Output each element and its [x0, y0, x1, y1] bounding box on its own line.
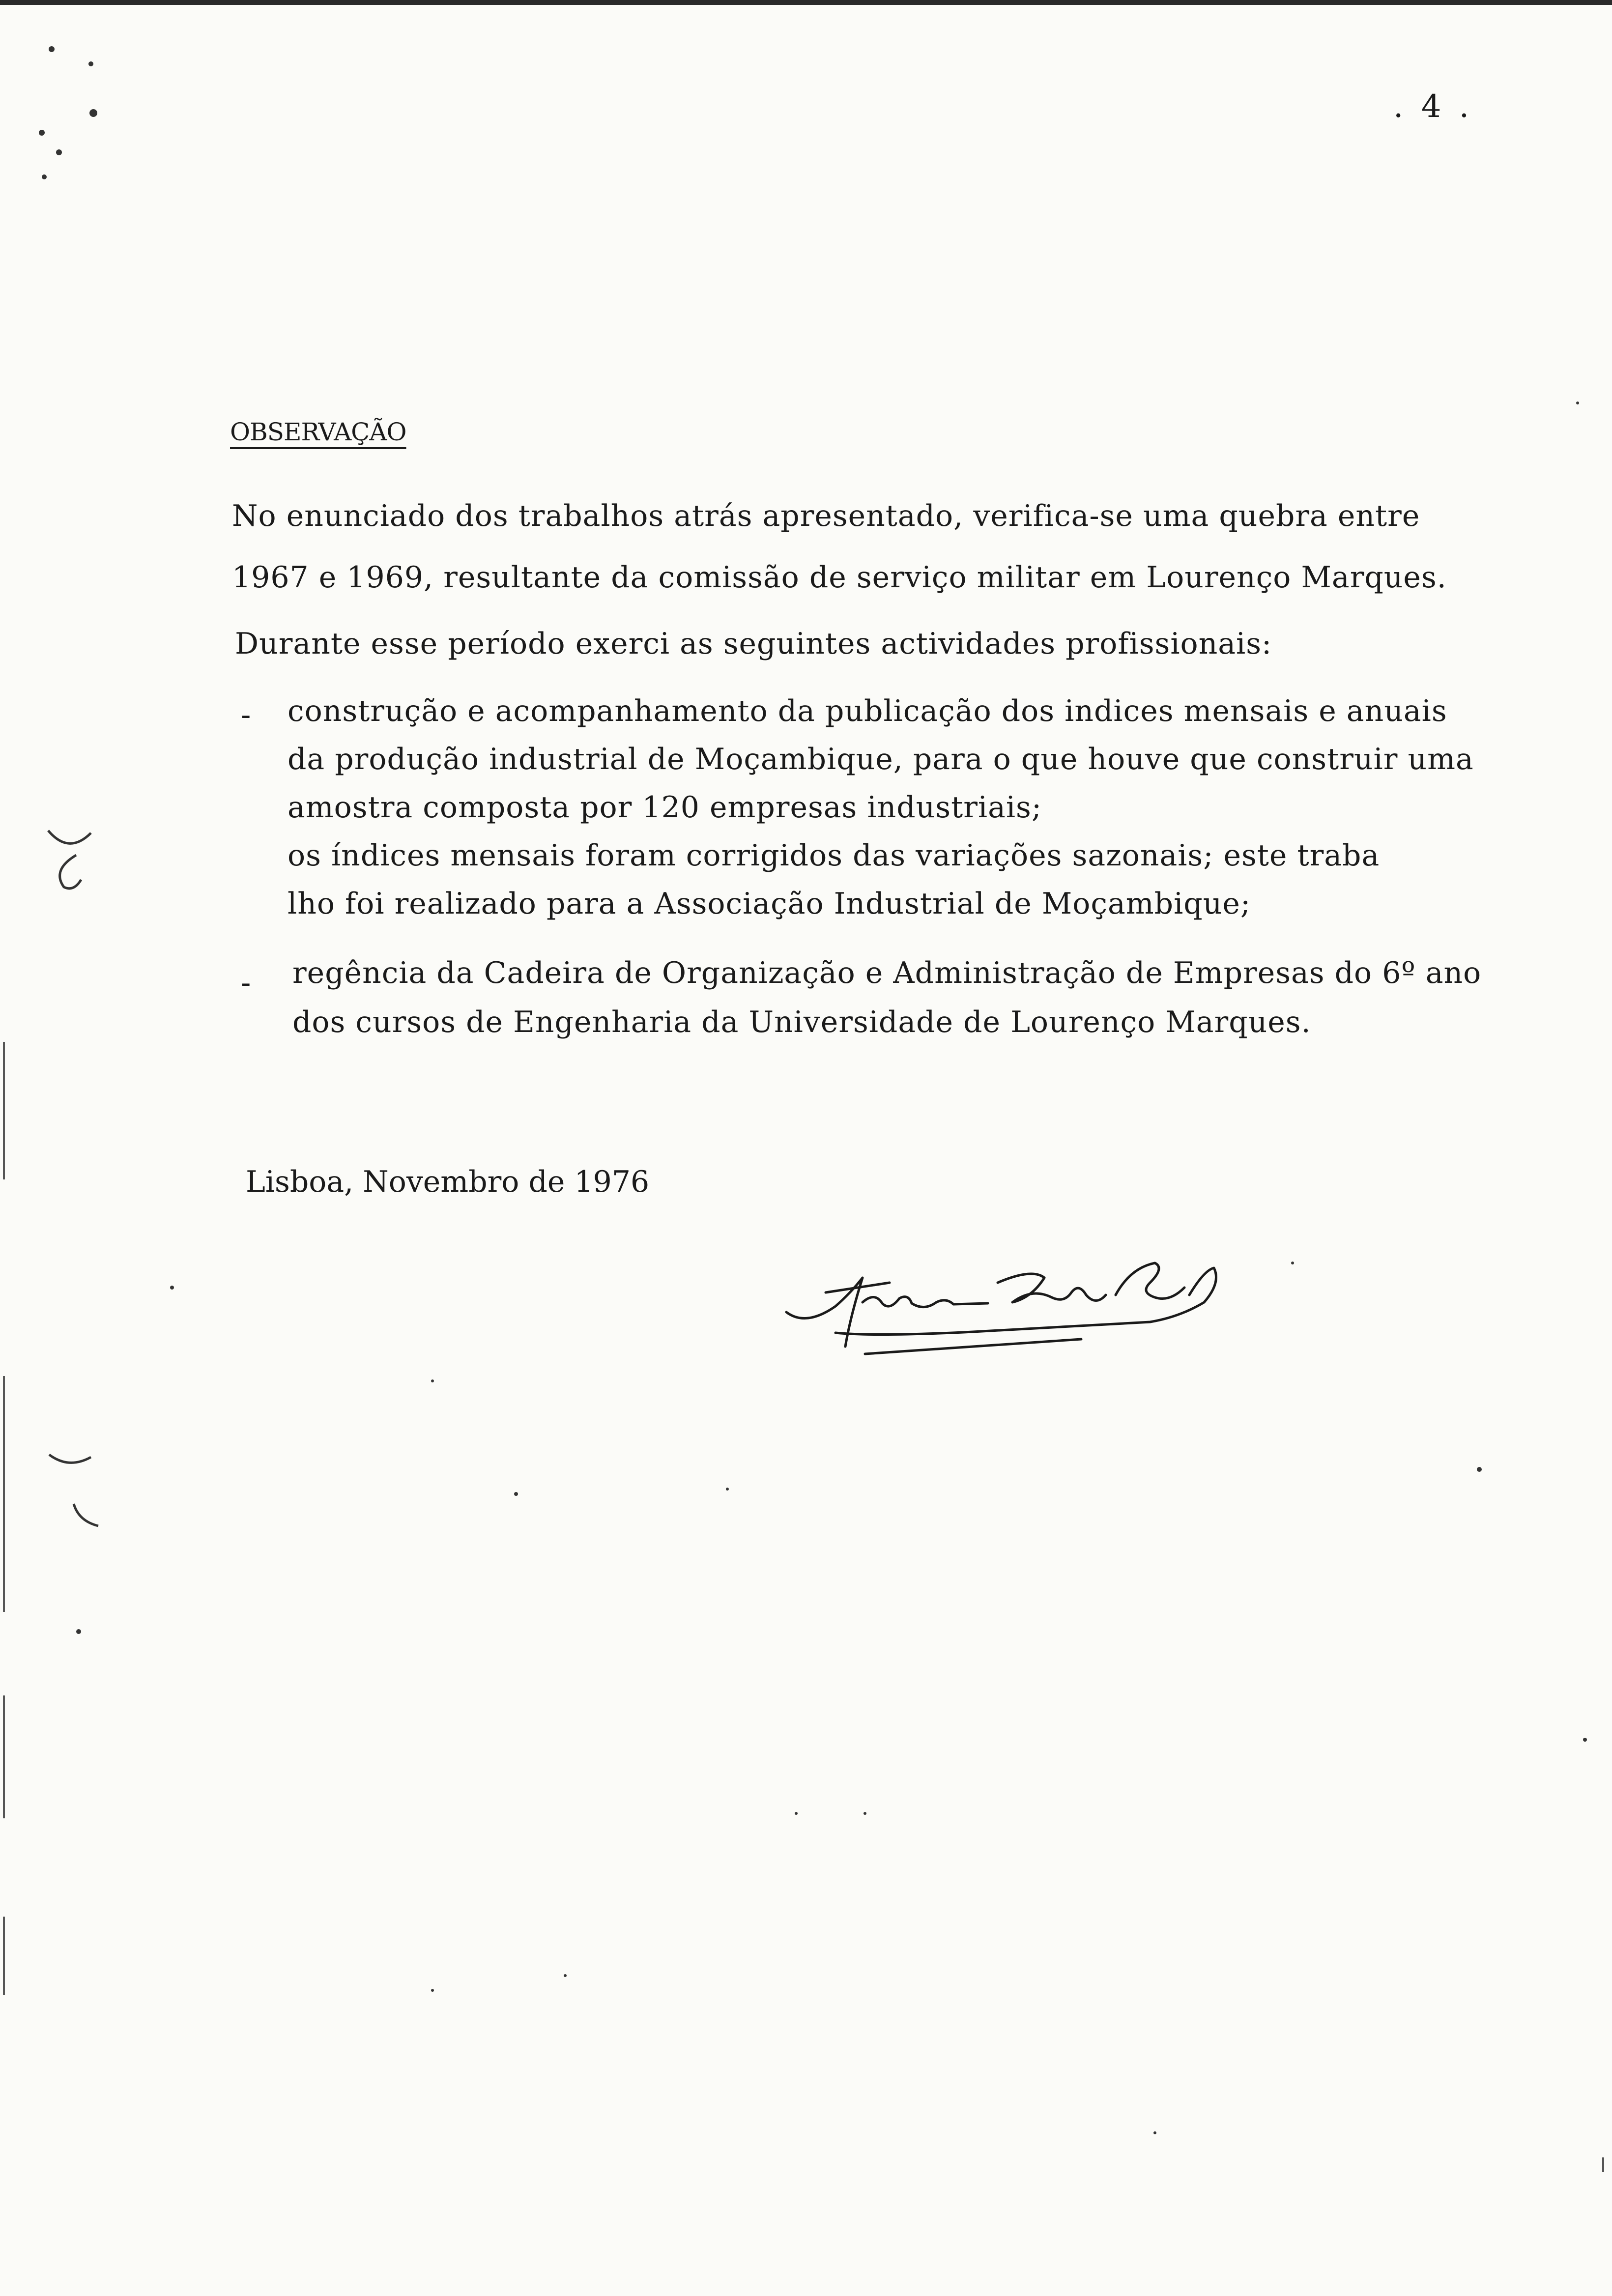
page-number: . 4 . — [1393, 88, 1473, 125]
bullet-1-line-4: os índices mensais foram corrigidos das variações sazonais; este traba — [288, 838, 1380, 873]
paragraph-1-line-1: No enunciado dos trabalhos atrás apresentado, verifica-se uma quebra entre — [232, 499, 1420, 533]
heading-observacao: OBSERVAÇÃO — [230, 418, 406, 446]
handwritten-signature — [777, 1248, 1234, 1356]
bullet-marker: - — [241, 698, 251, 732]
bullet-marker: - — [241, 966, 251, 1000]
bullet-2-line-1: regência da Cadeira de Organização e Administração de Empresas do 6º ano — [292, 956, 1482, 990]
paragraph-2: Durante esse período exerci as seguintes actividades profissionais: — [235, 627, 1272, 661]
bullet-2-line-2: dos cursos de Engenharia da Universidade de Lourenço Marques. — [292, 1005, 1311, 1039]
bullet-1-line-5: lho foi realizado para a Associação Industrial de Moçambique; — [288, 887, 1251, 921]
place-and-date: Lisboa, Novembro de 1976 — [246, 1165, 650, 1199]
bullet-1-line-1: construção e acompanhamento da publicação dos indices mensais e anuais — [288, 694, 1447, 728]
bullet-1-line-2: da produção industrial de Moçambique, para o que houve que construir uma — [288, 742, 1474, 776]
paragraph-1-line-2: 1967 e 1969, resultante da comissão de serviço militar em Lourenço Marques. — [232, 560, 1447, 595]
bullet-1-line-3: amostra composta por 120 empresas industriais; — [288, 790, 1042, 825]
